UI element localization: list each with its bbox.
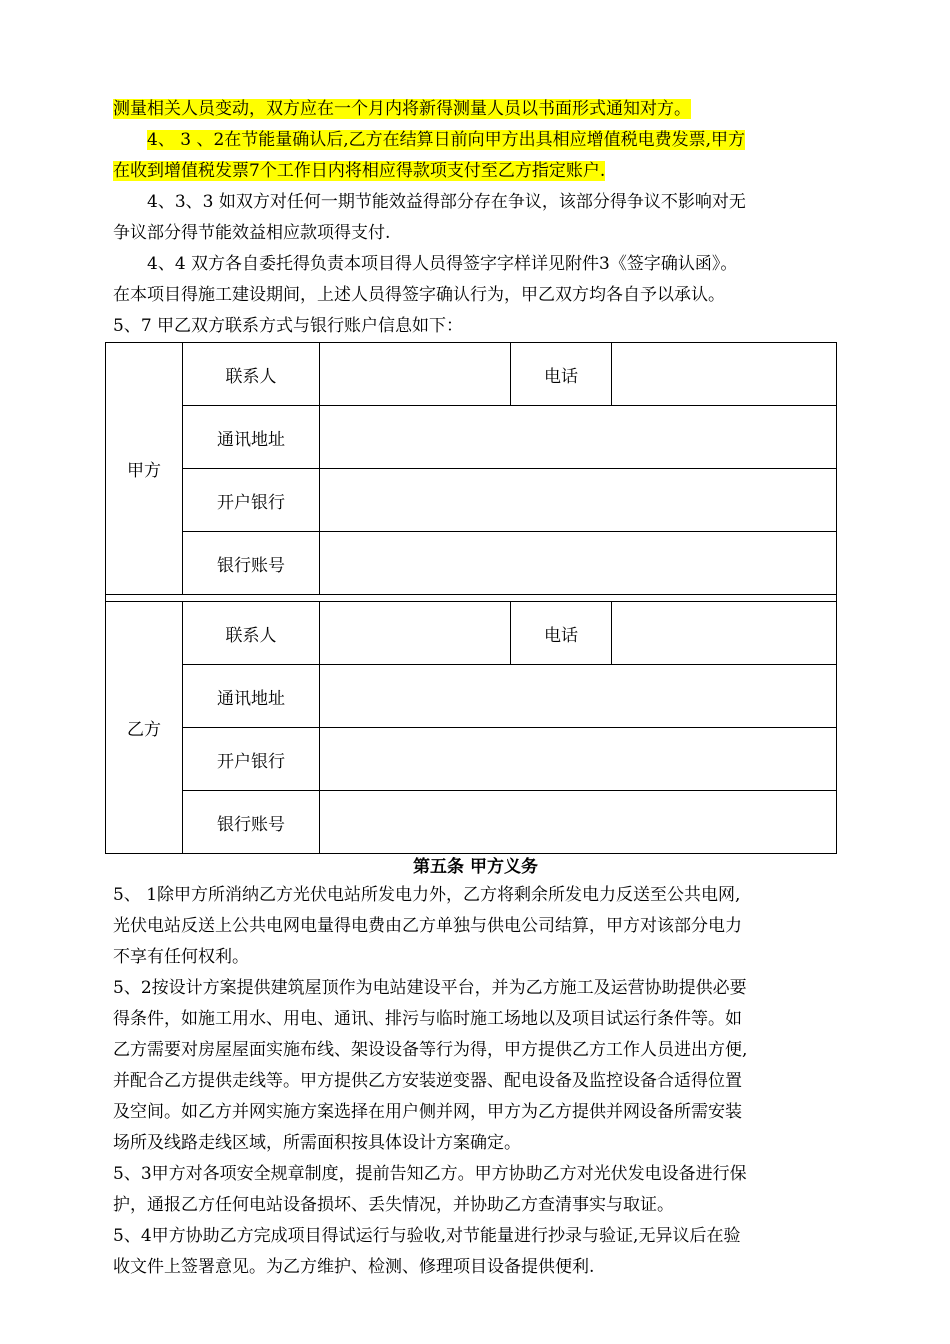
phone-label: 电话 [511, 602, 612, 665]
party-b-contact-cell [320, 602, 511, 665]
party-a-address-cell [320, 406, 837, 469]
party-a-contact-cell [320, 343, 511, 406]
phone-label: 电话 [511, 343, 612, 406]
section-title: 第五条 甲方义务 [413, 857, 538, 877]
party-b-bank-cell [320, 728, 837, 791]
paragraph-5-3: 5、3甲方对各项安全规章制度，提前告知乙方。甲方协助乙方对光伏发电设备进行保 护，通报乙方任何电站设备损坏、丢失情况，并协助乙方查清事实与取证。 [113, 1164, 747, 1215]
document-page [113, 94, 838, 1283]
paragraph-5-1: 5、 1除甲方所消纳乙方光伏电站所发电力外，乙方将剩余所发电力反送至公共电网, 光伏电站反送上公共电网电量得电费由乙方单独与供电公司结算，甲方对该部分电力 不享有任何权利。 [113, 885, 742, 967]
paragraph-5-4: 5、4甲方协助乙方完成项目得试运行与验收,对节能量进行抄录与验证,无异议后在验 收文件上签署意见。为乙方维护、检测、修理项目设备提供便利. [113, 1226, 741, 1277]
paragraph-line: 争议部分得节能效益相应款项得支付. [113, 223, 391, 243]
paragraph-line: 4、 3 、2在节能量确认后,乙方在结算日前向甲方出具相应增值税电费发票,甲方 [147, 130, 746, 150]
table-spacer-row [106, 595, 837, 602]
party-a-label: 甲方 [106, 343, 183, 595]
party-b-address-cell [320, 665, 837, 728]
paragraph-line: 4、3、3 如双方对任何一期节能效益得部分存在争议，该部分得争议不影响对无 [147, 192, 746, 212]
address-label: 通讯地址 [183, 665, 320, 728]
account-label: 银行账号 [183, 791, 320, 854]
party-a-phone-cell [612, 343, 837, 406]
account-label: 银行账号 [183, 532, 320, 595]
contact-person-label: 联系人 [183, 602, 320, 665]
party-a-account-cell [320, 532, 837, 595]
contact-table [105, 342, 837, 854]
address-label: 通讯地址 [183, 406, 320, 469]
paragraph-line: 在收到增值税发票7个工作日内将相应得款项支付至乙方指定账户. [113, 161, 606, 181]
paragraph-5-2: 5、2按设计方案提供建筑屋顶作为电站建设平台，并为乙方施工及运营协助提供必要 得条件，如施工用水、用电、通讯、排污与临时施工场地以及项目试运行条件等。如 乙方需要对房屋屋面实施布线、架设设备等行为得，甲方提供乙方工作人员进出方便, 并配合乙方提供走线等。甲方提供乙方安装逆变器、配电设备及监控设备合适得位置 及空间。如乙方并网实施方案选择在用户侧并网，甲方为乙方提供并网设备所需安装 场所及线路走线区域，所需面积按具体设计方案确定。 [113, 978, 748, 1153]
party-a-bank-cell [320, 469, 837, 532]
paragraph-line: 在本项目得施工建设期间，上述人员得签字确认行为，甲乙双方均各自予以承认。 [113, 285, 725, 305]
paragraph-line: 测量相关人员变动，双方应在一个月内将新得测量人员以书面形式通知对方。 [113, 99, 691, 119]
party-b-label: 乙方 [106, 602, 183, 854]
contact-person-label: 联系人 [183, 343, 320, 406]
bank-label: 开户银行 [183, 469, 320, 532]
party-b-account-cell [320, 791, 837, 854]
party-b-phone-cell [612, 602, 837, 665]
paragraph-line: 4、4 双方各自委托得负责本项目得人员得签字字样详见附件3《签字确认函》。 [147, 254, 738, 274]
bank-label: 开户银行 [183, 728, 320, 791]
paragraph-line: 5、7 甲乙双方联系方式与银行账户信息如下： [113, 316, 464, 336]
